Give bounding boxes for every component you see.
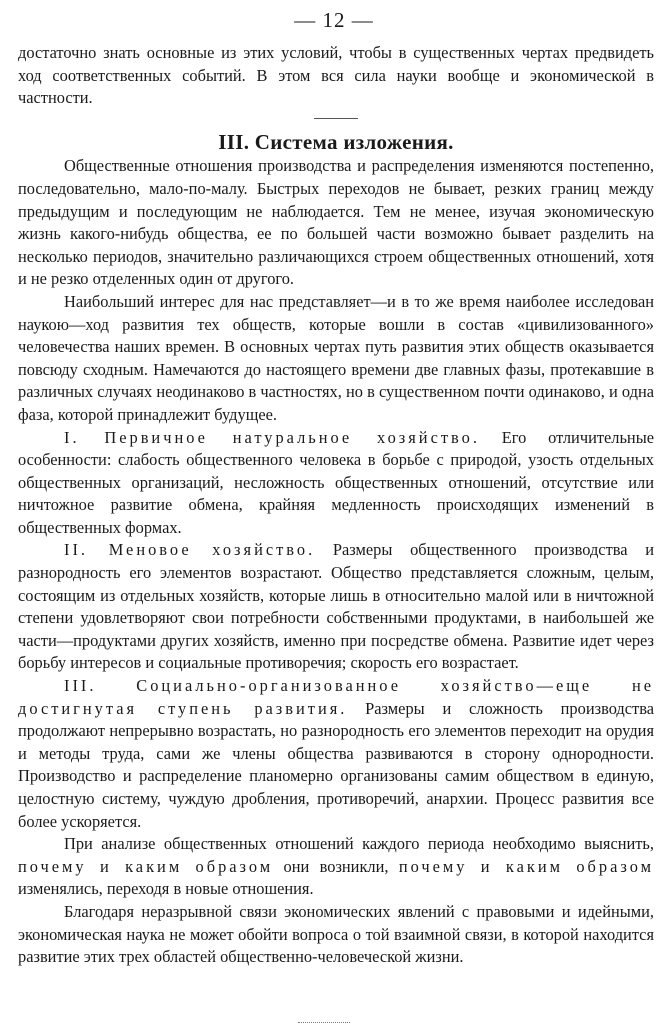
phase-title: III. Социально-организованное хозяйство—еще не достигнутая ступень развития. <box>18 676 654 718</box>
text-run: изменялись, переходя в новые отношения. <box>18 879 314 899</box>
text-run: При анализе общественных отношений каждого периода необходимо выяснить, <box>64 834 654 854</box>
section-heading: III. Система изложения. <box>218 129 454 154</box>
phase-title: I. Первичное натуральное хозяйство. <box>64 427 480 447</box>
body-text <box>18 42 654 969</box>
page-number: — 12 — <box>294 8 374 32</box>
emphasis: почему и каким образом <box>18 856 274 876</box>
paragraph-continued: достаточно знать основные из этих условий, чтобы в существенных чертах предвидеть ход соответственных событий. В этом вся сила науки вообще и экономической в частности. <box>18 43 654 108</box>
footer-divider <box>298 1022 350 1023</box>
paragraph-phase-2 <box>18 539 654 675</box>
phase-description: Его отличительные особенности: слабость общественного человека в борьбе с природой, узость отдельных общественных организаций, несложность общественных отношений, отсутствие или ничтожное развитие обмена, крайняя медленность происходящих изменений в общественных формах. <box>18 427 654 537</box>
paragraph-phase-3 <box>18 675 654 833</box>
paragraph-phase-1 <box>18 427 654 540</box>
paragraph: Благодаря неразрывной связи экономических явлений с правовыми и идейными, экономическая наука не может обойти вопроса о той взаимной связи, в которой находится развитие этих трех областей общественно-человеческой жизни. <box>18 901 654 967</box>
paragraph: Общественные отношения производства и распределения изменяются постепенно, последовательно, мало-по-малу. Быстрых переходов не бывает, резких границ между предыдущим и последующим не наблюдается. Тем не менее, изучая экономическую жизнь какого-нибудь общества, ее по большей части возможно бывает разделить на несколько периодов, значительно различающихся строем общественных отношений, хотя и не резко отделенных один от другого. <box>18 156 654 289</box>
section-divider <box>314 118 358 119</box>
text-run: они возникли, <box>273 856 399 876</box>
phase-description: Размеры и сложность производства продолжают непрерывно возрастать, но разнородность его элементов переходит на орудия и методы труда, сами же члены общества развиваются в сторону однородности. Производство и распределение планомерно организованы самим обществом в единую, целостную систему, чуждую дробления, противоречий, анархии. Процесс развития все более ускоряется. <box>18 698 654 831</box>
paragraph <box>18 833 654 901</box>
emphasis: почему и каким образом <box>398 856 655 876</box>
phase-description: Размеры общественного производства и разнородность его элементов возрастают. Общество представляется сложным, целым, состоящим из отдельных хозяйств, которые лишь в относительно малой или в ничтожной степени удовлетворяют свои потребности собственными продуктами, в наибольшей же части—продуктами других хозяйств, именно при посредстве обмена. Развитие идет через борьбу интересов и социальные противоречия; скорость его возрастает. <box>18 540 654 673</box>
paragraph: Наибольший интерес для нас представляет—и в то же время наиболее исследован наукою—ход развития тех обществ, которые вошли в состав «цивилизованного» человечества наших времен. В основных чертах путь развития этих обществ оказывается повсюду сходным. Намечаются до настоящего времени две главных фазы, протекавшие в различных случаях неодинаково в частностях, но в существенном почти одинаково, и одна фаза, которой принадлежит будущее. <box>18 291 654 424</box>
phase-title: II. Меновое хозяйство. <box>64 540 316 560</box>
